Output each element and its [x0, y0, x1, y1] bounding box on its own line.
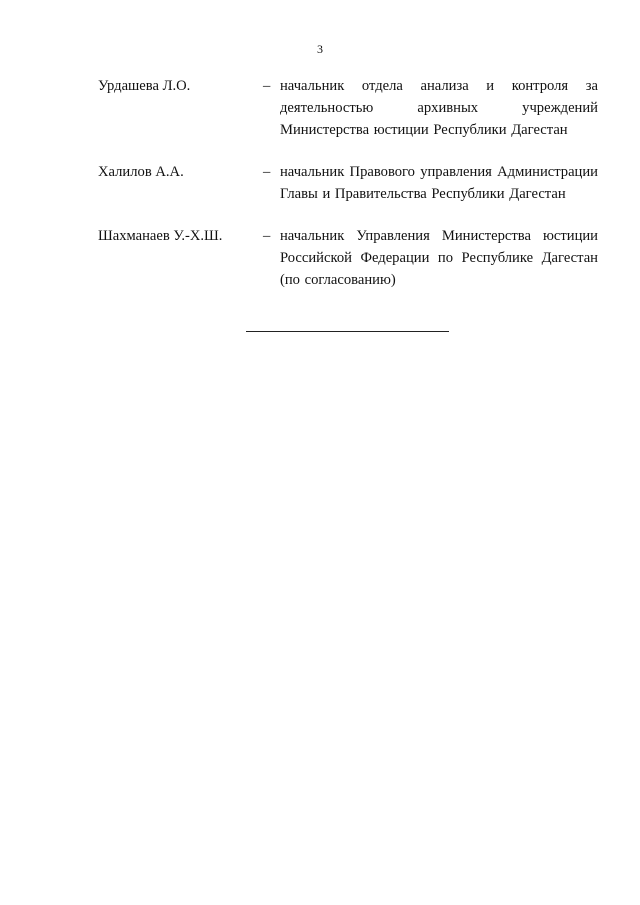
member-entry	[98, 161, 598, 205]
member-name: Шахманаев У.-Х.Ш.	[98, 228, 223, 244]
member-position: начальник отдела анализа и контроля за деятельностью архивных учреждений Министерства юстиции Республики Дагестан	[280, 78, 598, 138]
member-list	[98, 75, 598, 311]
member-entry	[98, 75, 598, 141]
member-position: начальник Правового управления Администрации Главы и Правительства Республики Дагестан	[280, 164, 598, 202]
member-dash: –	[263, 78, 271, 94]
member-entry	[98, 225, 598, 291]
closing-divider	[246, 331, 449, 332]
page-number: 3	[317, 42, 323, 56]
member-name: Халилов А.А.	[98, 164, 184, 180]
member-dash: –	[263, 164, 271, 180]
member-name: Урдашева Л.О.	[98, 78, 191, 94]
member-position: начальник Управления Министерства юстиции Российской Федерации по Республике Дагестан (по согласованию)	[280, 228, 598, 288]
member-dash: –	[263, 228, 271, 244]
